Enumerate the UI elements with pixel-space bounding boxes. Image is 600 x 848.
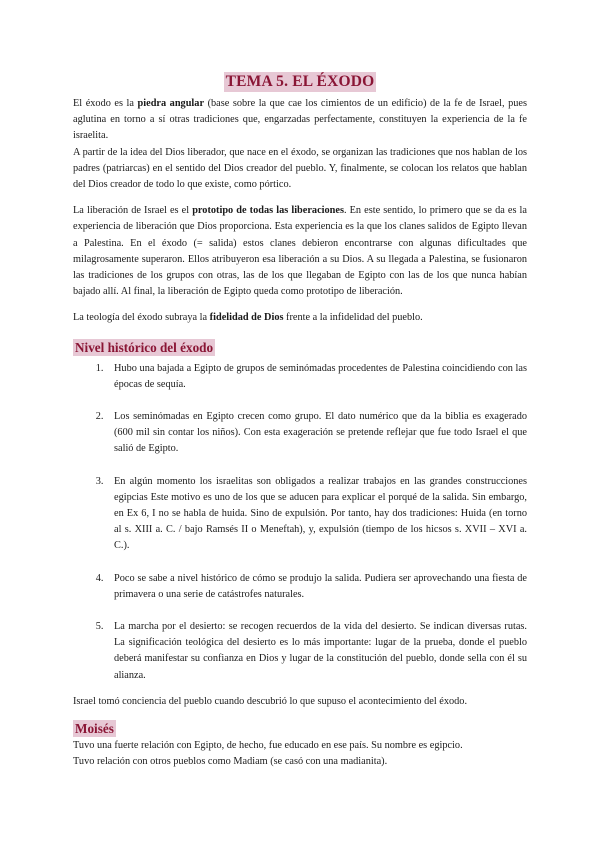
moises-line-1: Tuvo una fuerte relación con Egipto, de hecho, fue educado en ese país. Su nombre es egipcio. <box>73 740 463 752</box>
closing-paragraph: Israel tomó conciencia del pueblo cuando descubrió lo que supuso el acontecimiento del éxodo. <box>73 695 468 707</box>
document-page <box>73 72 527 771</box>
list-item: 4. Poco se sabe a nivel histórico de cómo se produjo la salida. Pudiera ser aprovechando una fiesta de primavera o una serie de catástrofes naturales. <box>106 571 527 603</box>
page-title: TEMA 5. EL ÉXODO <box>225 73 375 90</box>
moises-line-2: Tuvo relación con otros pueblos como Madiam (se casó con una madianita). <box>73 756 388 768</box>
intro-paragraph-1: El éxodo es la piedra angular (base sobre la que cae los cimientos de un edificio) de la fe de Israel, pues aglutina en torno a sí otras tradiciones que, engarzadas perfectamente, constituyen la experiencia de la fe israelita. <box>73 98 527 142</box>
intro-paragraph-4: La teología del éxodo subraya la fidelidad de Dios frente a la infidelidad del pueblo. <box>73 312 423 324</box>
list-item: 5. La marcha por el desierto: se recogen recuerdos de la vida del desierto. Se indican diversas rutas. La significación teológica del desierto es lo más importante: lugar de la prueba, donde el pueblo deberá manifestar su confianza en Dios y lugar de la constitución del pueblo, donde sella con él su alianza. <box>106 619 527 684</box>
section-heading-moises: Moisés <box>75 721 114 737</box>
intro-paragraph-2: A partir de la idea del Dios liberador, que nace en el éxodo, se organizan las tradiciones que nos hablan de los padres (patriarcas) en el sentido del Dios creador del pueblo. Y, finalmente, se colocan los relatos que hablan del Dios creador de todo lo que existe, como pórtico. <box>73 146 527 191</box>
list-item: 2. Los seminómadas en Egipto crecen como grupo. El dato numérico que da la biblia es exagerado (600 mil sin contar los niños). Con esta exageración se pretende reflejar que fue todo Israel el que salió de Egipto. <box>106 409 527 458</box>
list-item: 1. Hubo una bajada a Egipto de grupos de seminómadas procedentes de Palestina coincidiendo con las épocas de sequía. <box>106 361 527 393</box>
list-item: 3. En algún momento los israelitas son obligados a realizar trabajos en las grandes construcciones egipcias Este motivo es uno de los que se aducen para explicar el porqué de la salida. Sin embargo, en Ex 6, I no se habla de huida. Sino de expulsión. Por tanto, hay dos tradiciones: Huida (en torno al s. XIII a. C. / bajo Ramsés II o Meneftah), y, expulsión (tiempo de los hicsos s. XVII – XVI a. C.). <box>106 474 527 555</box>
section-heading-nivel-historico: Nivel histórico del éxodo <box>75 339 214 355</box>
historical-list <box>73 361 527 684</box>
intro-paragraph-3: La liberación de Israel es el prototipo de todas las liberaciones. En este sentido, lo primero que se da es la experiencia de liberación que Dios proporciona. Esta experiencia es la que los clanes salidos de Egipto llevan a Palestina. En el éxodo (= salida) estos clanes debieron encontrarse con algunas dificultades que milagrosamente superaron. Ellos atribuyeron esa liberación a su Dios. A su llegada a Palestina, se fusionaron las tradiciones de los grupos con otras, las de los que llegaban de Egipto con las de los que nunca habían bajado allí. Al final, la liberación de Egipto queda como prototipo de liberación. <box>73 205 527 298</box>
